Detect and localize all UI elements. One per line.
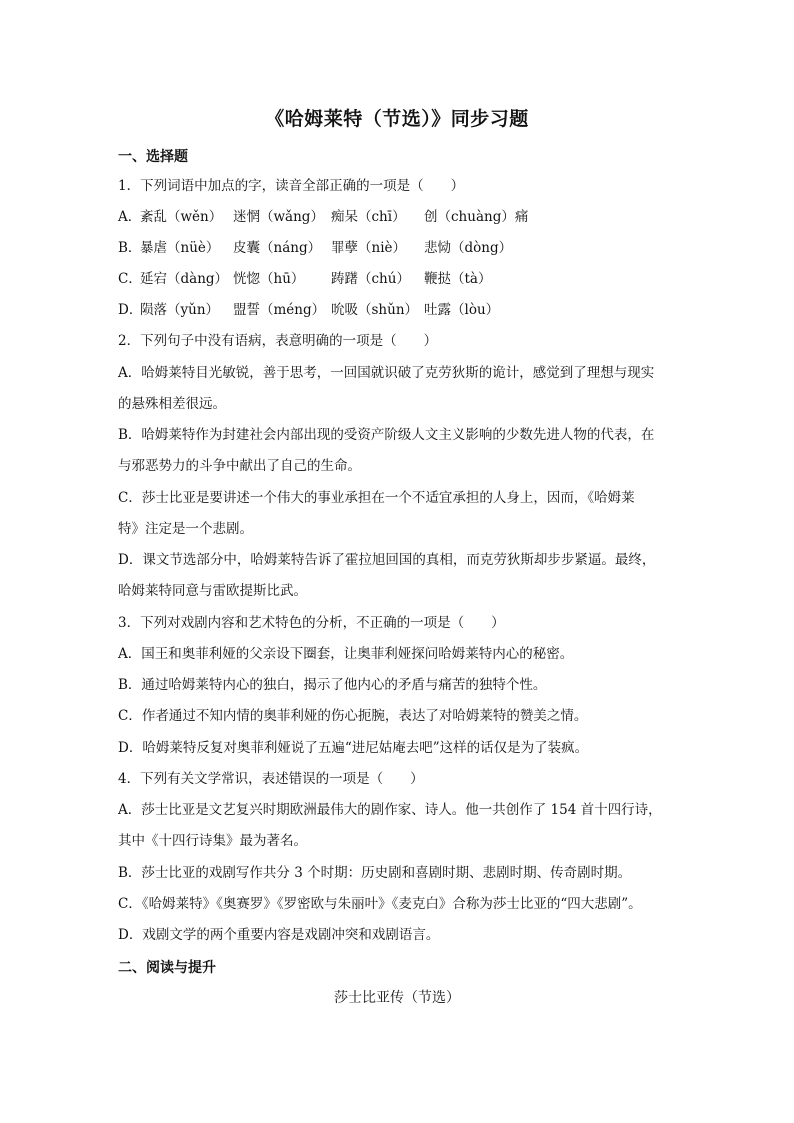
option-word: 恍惚（hū） [233,271,305,287]
option-word: 延宕（dàng） [140,271,229,287]
option-word: 悲恸（dòng） [424,240,513,256]
question-2-option-d-line-1: D．课文节选部分中，哈姆莱特告诉了霍拉旭回国的真相，而克劳狄斯却步步紧逼。最终， [118,552,656,568]
option-word: 皮囊（náng） [233,240,322,256]
question-1-option-c [118,270,491,288]
option-word: 陨落（yǔn） [140,302,220,318]
section-heading-reading: 二、阅读与提升 [118,960,216,976]
question-1-option-b [118,239,512,257]
question-4-option-b: B．莎士比亚的戏剧写作共分 3 个时期：历史剧和喜剧时期、悲剧时期、传奇剧时期。 [118,865,632,881]
section-heading-choice: 一、选择题 [118,149,188,165]
question-3-option-a: A．国王和奥菲利娅的父亲设下圈套，让奥菲利娅探问哈姆莱特内心的秘密。 [118,646,574,662]
question-3-option-b: B．通过哈姆莱特内心的独白，揭示了他内心的矛盾与痛苦的独特个性。 [118,677,547,693]
passage-title: 莎士比亚传（节选） [334,990,460,1006]
option-word: 吐露（lòu） [424,302,500,318]
question-2-option-c-line-2: 特》注定是一个悲剧。 [118,521,253,537]
question-2-option-c-line-1: C．莎士比亚是要讲述一个伟大的事业承担在一个不适宜承担的人身上，因而，《哈姆莱 [118,490,635,506]
option-word: 盟誓（méng） [233,302,326,318]
question-4-stem: 4．下列有关文学常识，表述错误的一项是（ ） [118,771,424,787]
question-4-option-d: D．戏剧文学的两个重要内容是戏剧冲突和戏剧语言。 [118,927,440,943]
question-2-option-d-line-2: 哈姆莱特同意与雷欧提斯比武。 [118,583,307,599]
question-1-option-a [118,208,528,226]
option-word: 踌躇（chú） [331,271,410,287]
option-word: 紊乱（wěn） [140,209,223,225]
question-1-option-d [118,301,499,319]
option-word: 迷惘（wǎng） [233,209,324,225]
option-word: 暴虐（nüè） [140,240,220,256]
question-4-option-a-line-1: A．莎士比亚是文艺复兴时期欧洲最伟大的剧作家、诗人。他一共创作了 154 首十四行诗， [118,802,662,818]
question-2-option-a-line-1: A．哈姆莱特目光敏锐，善于思考，一回国就识破了克劳狄斯的诡计，感觉到了理想与现实 [118,365,655,381]
question-3-option-d: D．哈姆莱特反复对奥菲利娅说了五遍“进尼姑庵去吧”这样的话仅是为了装疯。 [118,740,589,756]
option-letter: C． [118,271,142,287]
option-letter: A． [118,209,142,225]
question-2-stem: 2．下列句子中没有语病，表意明确的一项是（ ） [118,333,438,349]
question-1-stem: 1．下列词语中加点的字，读音全部正确的一项是（ ） [118,178,465,194]
option-word: 痴呆（chī） [331,209,406,225]
option-letter: D． [118,302,143,318]
question-3-stem: 3．下列对戏剧内容和艺术特色的分析，不正确的一项是（ ） [118,615,505,631]
option-word: 吮吸（shǔn） [331,302,419,318]
question-2-option-b-line-1: B．哈姆莱特作为封建社会内部出现的受资产阶级人文主义影响的少数先进人物的代表，在 [118,427,655,443]
option-word: 罪孽（niè） [331,240,407,256]
question-2-option-a-line-2: 的悬殊相差很远。 [118,396,226,412]
question-4-option-a-line-2: 其中《十四行诗集》最为著名。 [118,833,307,849]
question-3-option-c: C．作者通过不知内情的奥菲利娅的伤心扼腕，表达了对哈姆莱特的赞美之情。 [118,708,588,724]
page-title: 《哈姆莱特（节选）》同步习题 [265,108,529,130]
question-2-option-b-line-2: 与邪恶势力的斗争中献出了自己的生命。 [118,458,361,474]
option-word: 创（chuàng）痛 [424,209,529,225]
option-word: 鞭挞（tà） [424,271,492,287]
question-4-option-c: C．《哈姆莱特》《奥赛罗》《罗密欧与朱丽叶》《麦克白》合称为莎士比亚的“四大悲剧”。 [118,896,642,912]
option-letter: B． [118,240,142,256]
